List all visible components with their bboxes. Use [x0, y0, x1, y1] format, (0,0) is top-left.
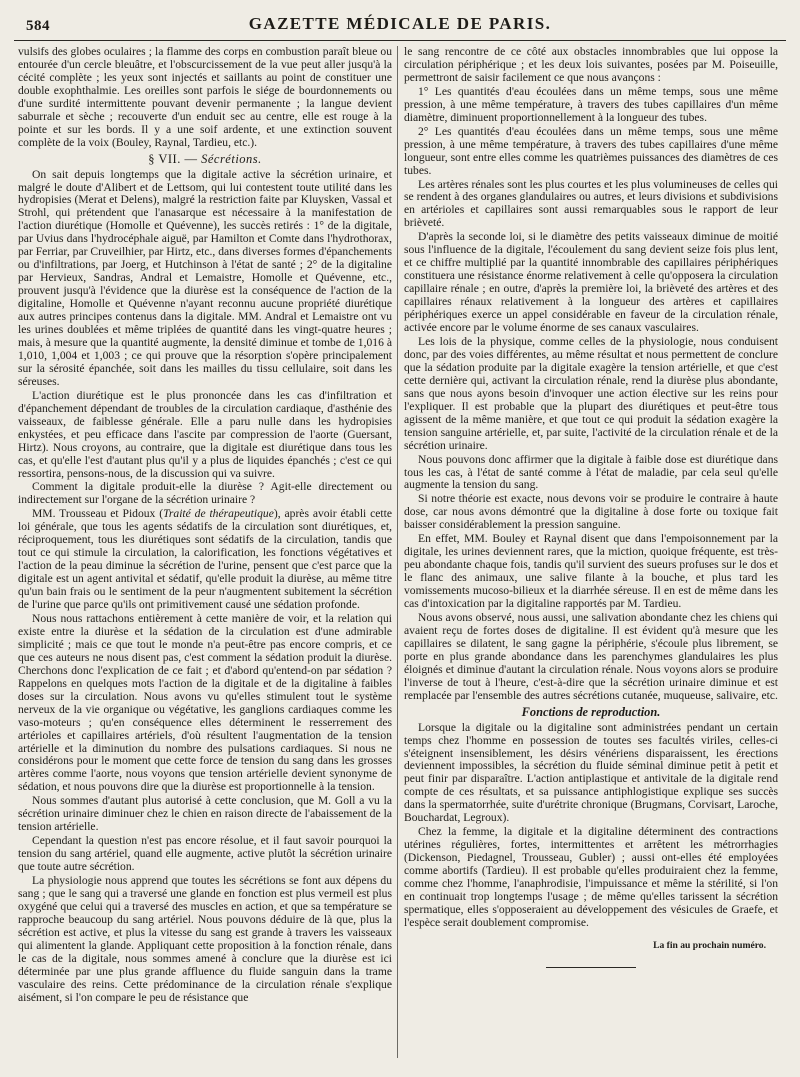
paragraph [18, 508, 392, 612]
paragraph: Nous pouvons donc affirmer que la digitale à faible dose est diurétique dans tous les cas, à l'état de santé comme à l'état de maladie, par cela seul qu'elle augmente la tension du sang. [404, 452, 778, 492]
paragraph: Comment la digitale produit-elle la diurèse ? Agit-elle directement ou indirectement sur l'organe de la sécrétion urinaire ? [18, 480, 392, 507]
journal-title: GAZETTE MÉDICALE DE PARIS. [248, 14, 552, 33]
continued-note: La fin au prochain numéro. [653, 939, 766, 951]
paragraph: Les artères rénales sont les plus courtes et les plus volumineuses de celles qui se rendent à des organes glandulaires ou autres, et leurs divisions et subdivisions en artérioles et capillaires sont aussi remarquables sous le rapport de leur brièveté. [404, 177, 778, 230]
paragraph: D'après la seconde loi, si le diamètre des petits vaisseaux diminue de moitié sous l'influence de la digitale, l'écoulement du sang devient seize fois plus lent, et ce chiffre multiplié par la quantité innombrable des capillaires périphériques constituera une résistance énorme relativement à celle qu'opposera la circulation capillaire rénale ; en outre, d'après la première loi, la brièveté des artères et des capillaires rénaux relativement à la longueur des artères et capillaires périphériques exerce un appel considérable en faveur de la circulation rénale, activée encore par le volume énorme de ses canaux vasculaires. [404, 230, 778, 335]
paragraph-lead: MM. Trousseau et Pidoux ( [32, 507, 164, 521]
paragraph: Les lois de la physique, comme celles de la physiologie, nous conduisent donc, par des voies différentes, au même résultat et nous permettent de conclure que la sédation produite par la digitale exagère la tension artérielle, et que c'est cette dernière qui, activant la circulation rénale, rend la diurèse plus abondante, sans que nous ayons besoin d'invoquer une action élective sur les reins pour l'expliquer. Il est probable que la plupart des diurétiques et peut-être tous agissent de la même manière, et que tout ce qui produit la sédation exagère la tension sanguine artérielle, et, par suite, l'activité de la circulation rénale et de la sécrétion urinaire. [404, 334, 778, 452]
paragraph: Si notre théorie est exacte, nous devons voir se produire le contraire à haute dose, car nous avons démontré que la digitaline à dose forte ou toxique fait baisser considérablement la pression sanguine. [404, 492, 778, 532]
end-rule [546, 967, 636, 968]
subsection-heading: Fonctions de reproduction. [521, 704, 661, 719]
paragraph: En effet, MM. Bouley et Raynal disent que dans l'empoisonnement par la digitale, les urines deviennent rares, que la miction, quoique fréquente, est très-peu abondante chaque fois, tandis qu'il survient des sueurs profuses sur le dos et le flanc des animaux, une salive filante à la bouche, et plus tard les vomissements mucoso-bilieux et la diarrhée séreuse. Il en est de même dans les cas d'intoxication par la digitaline rapportés par M. Tardieu. [404, 532, 778, 611]
section-heading [18, 153, 392, 166]
paragraph: Nous avons observé, nous aussi, une salivation abondante chez les chiens qui avaient reçu de fortes doses de digitaline. Il est évident qu'à mesure que les capillaires se dilatent, le sang gagne la périphérie, s'écoule plus librement, se porte en plus grande abondance dans les parenchymes glandulaires les plus éloignés et diminue d'autant la circulation rénale. Nous voyons alors se produire l'inverse de tout à l'heure, c'est-à-dire que la sécrétion urinaire diminue et est remplacée par l'ensemble des autres sécrétions cutanée, muqueuse, salivaire, etc. [404, 610, 778, 702]
paragraph: Lorsque la digitale ou la digitaline sont administrées pendant un certain temps chez l'homme en possession de toutes ses facultés viriles, celles-ci s'éteignent insensiblement, les désirs vénériens disparaissent, les érections deviennent impossibles, la sécrétion du fluide séminal diminue petit à petit et peut finir par disparaître. L'action antiplastique et antivitale de la digitale rend compte de ces résultats, et sa puissance antiphlogistique explique ses succès dans la spermatorrhée, suite d'urétrite chronique (Brugmans, Corvisart, Laroche, Bouchardat, Legroux). [404, 720, 778, 825]
law-item: 1° Les quantités d'eau écoulées dans un même temps, sous une même pression, à une même température, à travers des tubes capillaires d'un même diamètre, diminuent proportionnellement à la longueur des tubes. [404, 84, 778, 124]
cited-work: Traité de thérapeutique [163, 507, 274, 521]
paragraph: Cependant la question n'est pas encore résolue, et il faut savoir pourquoi la tension du sang artériel, quand elle augmente, active plutôt la sécrétion urinaire que toute autre sécrétion. [18, 834, 392, 874]
law-item: 2° Les quantités d'eau écoulées dans un même temps, sous une même pression, à une même température, à travers des tubes capillaires d'une même longueur, sont entre elles comme les quatrièmes puissances des diamètres de ces tubes. [404, 124, 778, 177]
paragraph: Chez la femme, la digitale et la digitaline déterminent des contractions utérines régulières, fortes, intermittentes et arrêtent les métrorrhagies (Dickenson, Piedagnel, Trousseau, Gubler) ; aussi ont-elles été employées comme abortifs (Tardieu). Il est probable qu'elles produiraient chez la femme, comme chez l'homme, l'anaphrodisie, l'impuissance et même la stérilité, si l'on en continuait trop longtemps l'usage ; de même qu'elles tarissent la sécrétion spermatique, elles s'opposeraient au développement des vésicules de Graefe, et l'espèce serait doublement compromise. [404, 825, 778, 929]
section-number: § VII. — [148, 151, 198, 166]
paragraph: On sait depuis longtemps que la digitale active la sécrétion urinaire, et malgré le doute d'Alibert et de Lettsom, qui lui contestent toute utilité dans les hydropisies (Merat et Delens), malgré la restriction faite par Kluysken, Vassal et Strohl, qui prétendent que l'anasarque est nécessaire à la manifestation de l'action diurétique (Homolle et Quévenne), les succès retirés : 1° de la digitale, par Uvius dans l'hydrocéphale aiguë, par Hamilton et Comte dans l'hydrothorax, par Ferriar, par Cruveilhier, par Hirtz, etc., dans diverses formes d'épanchements ou d'infiltrations, par Joerg, et Hutchinson à l'état de santé ; 2° de la digitaline par Hervieux, Sandras, Andral et Lemaistre, Homolle et Quévenne, etc., prouvent jusqu'à l'évidence que la diurèse est la conséquence de l'action de la digitaline, Homolle et Quévenne n'ayant reconnu aucune propriété diurétique aux autres principes contenus dans la digitale. MM. Andral et Lemaistre ont vu les urines doublées et même triplées de quantité dans les vingt-quatre heures ; mais, à mesure que la quantité augmente, la densité diminue et tombe de 1,016 à 1,010, 1,004 et 1,003 ; ce qui prouve que la résorption s'opère principalement sur la sérosité épanchée, soit dans les mailles du tissu cellulaire, soit dans les séreuses. [18, 167, 392, 388]
paragraph-rest: ), après avoir établi cette loi générale, que tous les agents sédatifs de la circulation sont diurétiques, et, réciproquement, tous les diurétiques sont sédatifs de la circulation, tandis que tout ce qui stimule la circulation, la calorification, les fonctions végétatives et l'action de la peau diminue la sécrétion de l'urine, pensent que c'est parce que la digitale est un agent antivital et sédatif, qu'elle produit la diurèse, au même titre qu'un bain frais ou le sentiment de la peur n'augmentent subitement la sécrétion de l'urine que parce qu'ils ont primitivement causé une sédation profonde. [18, 507, 392, 612]
paragraph: vulsifs des globes oculaires ; la flamme des corps en combustion paraît bleue ou entourée d'un cercle bleuâtre, et l'obscurcissement de la vue peut aller jusqu'à la cécité complète ; les yeux sont injectés et saillants au point de constituer une double exophthalmie. Les oreilles sont parfois le siége de bourdonnements ou d'une surdité intermittente pouvant devenir permanente ; la langue devient saburrale et sèche ; recouverte d'un enduit sec au centre, elle est rouge à la pointe et sur les bords. Il y a une soif ardente, et une extinction souvent complète de la voix (Bouley, Raynal, Tardieu, etc.). [18, 46, 392, 149]
page-header [14, 12, 786, 41]
paragraph: La physiologie nous apprend que toutes les sécrétions se font aux dépens du sang ; que le sang qui a traversé une glande en fonction est plus vermeil est plus oxygéné que celui qui a traversé des muscles en action, et que sa température se rapproche beaucoup du sang artériel. Nous pouvons déduire de là que, plus la sécrétion est active, et plus la vitesse du sang est grande à travers les vaisseaux qui alimentent la glande. Appliquant cette proposition à la fonction rénale, dans le cas de la digitale, nous sommes amené à conclure que la diurèse est ici déterminée par une plus grande affluence du fluide sanguin dans la trame vasculaire des reins. Cette prédominance de la circulation rénale s'explique aisément, si l'on compare le peu de résistance que [18, 874, 392, 1004]
column-divider [397, 46, 398, 1058]
page-number: 584 [26, 18, 50, 34]
paragraph: Nous nous rattachons entièrement à cette manière de voir, et la relation qui existe entre la diurèse et la sédation de la circulation est d'une admirable simplicité ; mais ce que tout le monde n'a peut-être pas encore compris, et ce que ces auteurs ne nous disent pas, c'est comment la sédation produit la diurèse. Cherchons donc l'explication de ce fait ; et d'abord qu'entend-on par sédation ? Rappelons en quelques mots l'action de la digitale et de la digitaline à faibles doses sur la circulation. Nous avons vu qu'elles stimulent tout le système nerveux de la vie organique ou végétative, les ganglions cardiaques comme les vaso-moteurs ; qu'en conséquence elles déterminent le resserrement des artérioles et capillaires artériels, d'où résultent l'augmentation de la tension artérielle et la diminution du nombre des pulsations cardiaques. Si nous ne considérons pour le moment que cette force de tension du sang dans les grosses artères comme l'aorte, nous voyons que tension artérielle devient synonyme de sédation, et nous pouvons dire que la diurèse est proportionnelle à la tension. [18, 611, 392, 794]
paragraph: L'action diurétique est le plus prononcée dans les cas d'infiltration et d'épanchement dépendant de troubles de la circulation cardiaque, d'asthénie des vaisseaux, de faiblesse générale. Elle a paru nulle dans les hydropisies enkystées, et peu efficace dans l'ascite par compression de l'aorte (Guersant, Hirtz). Nous croyons, au contraire, que la digitale est diurétique dans tous les cas, et qu'elle l'est d'autant plus qu'il y a plus de liquides épanchés ; c'est ce qui ressortira, pensons-nous, de la discussion qui va suivre. [18, 388, 392, 480]
section-name: Sécrétions. [201, 151, 262, 166]
right-column [404, 46, 778, 1066]
paragraph: Nous sommes d'autant plus autorisé à cette conclusion, que M. Goll a vu la sécrétion urinaire diminuer chez le chien en raison directe de l'abaissement de la tension artérielle. [18, 794, 392, 834]
left-column [18, 46, 392, 1066]
paragraph: le sang rencontre de ce côté aux obstacles innombrables que lui oppose la circulation périphérique ; et les deux lois suivantes, posées par M. Poiseuille, permettront de saisir facilement ce que nous avançons : [404, 46, 778, 84]
